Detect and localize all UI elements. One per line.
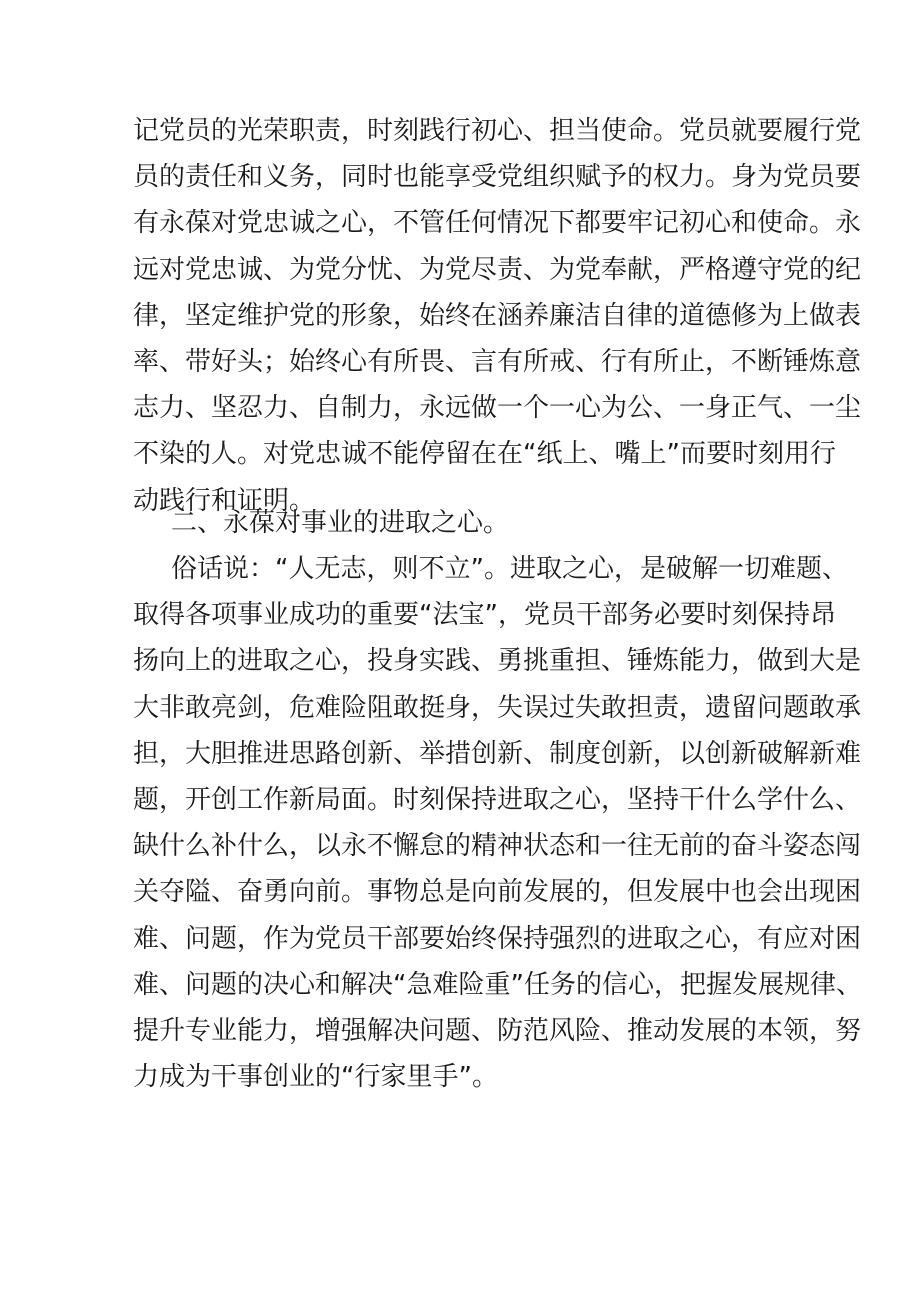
text-line: 俗话说：“人无志，则不立”。进取之心，是破解一切难题、 [171,554,848,584]
section-heading-block [133,500,813,546]
text-line: 担，大胆推进思路创新、举措创新、制度创新，以创新破解新难 [133,738,862,769]
text-line: 律，坚定维护党的形象，始终在涵养廉洁自律的道德修为上做表 [133,300,862,331]
text-line: 志力、坚忍力、自制力，永远做一个一心为公、一身正气、一尘 [133,393,862,424]
section-heading: 二、永葆对事业的进取之心。 [171,508,510,538]
text-line: 缺什么补什么，以永不懈怠的精神状态和一往无前的奋斗姿态闯 [133,831,862,862]
text-line: 力成为干事创业的“行家里手”。 [133,1062,498,1093]
text-line: 记党员的光荣职责，时刻践行初心、担当使命。党员就要履行党 [133,116,862,146]
text-line: 扬向上的进取之心，投身实践、勇挑重担、锤炼能力，做到大是 [133,646,862,677]
paragraph-loyalty-continued [133,108,862,524]
text-line: 难、问题的决心和解决“急难险重”任务的信心，把握发展规律、 [133,969,862,1000]
text-line: 率、带好头；始终心有所畏、言有所戒、行有所止，不断锤炼意 [133,346,862,377]
text-line: 取得各项事业成功的重要“法宝”，党员干部务必要时刻保持昂 [133,600,836,631]
text-line: 关夺隘、奋勇向前。事物总是向前发展的，但发展中也会出现困 [133,877,862,908]
text-line: 员的责任和义务，同时也能享受党组织赋予的权力。身为党员要 [133,162,862,193]
text-line: 大非敢亮剑，危难险阻敢挺身，失误过失敢担责，遗留问题敢承 [133,692,862,723]
text-line: 有永葆对党忠诚之心，不管任何情况下都要牢记初心和使命。永 [133,208,862,239]
paragraph-enterprising-spirit [133,546,862,1100]
text-line: 题，开创工作新局面。时刻保持进取之心，坚持干什么学什么、 [133,784,862,815]
text-line: 动践行和证明。 [133,485,316,516]
text-line: 远对党忠诚、为党分忧、为党尽责、为党奉献，严格遵守党的纪 [133,254,862,285]
text-line: 难、问题，作为党员干部要始终保持强烈的进取之心，有应对困 [133,923,862,954]
text-line: 不染的人。对党忠诚不能停留在在“纸上、嘴上”而要时刻用行 [133,439,836,470]
text-line: 提升专业能力，增强解决问题、防范风险、推动发展的本领，努 [133,1015,862,1046]
